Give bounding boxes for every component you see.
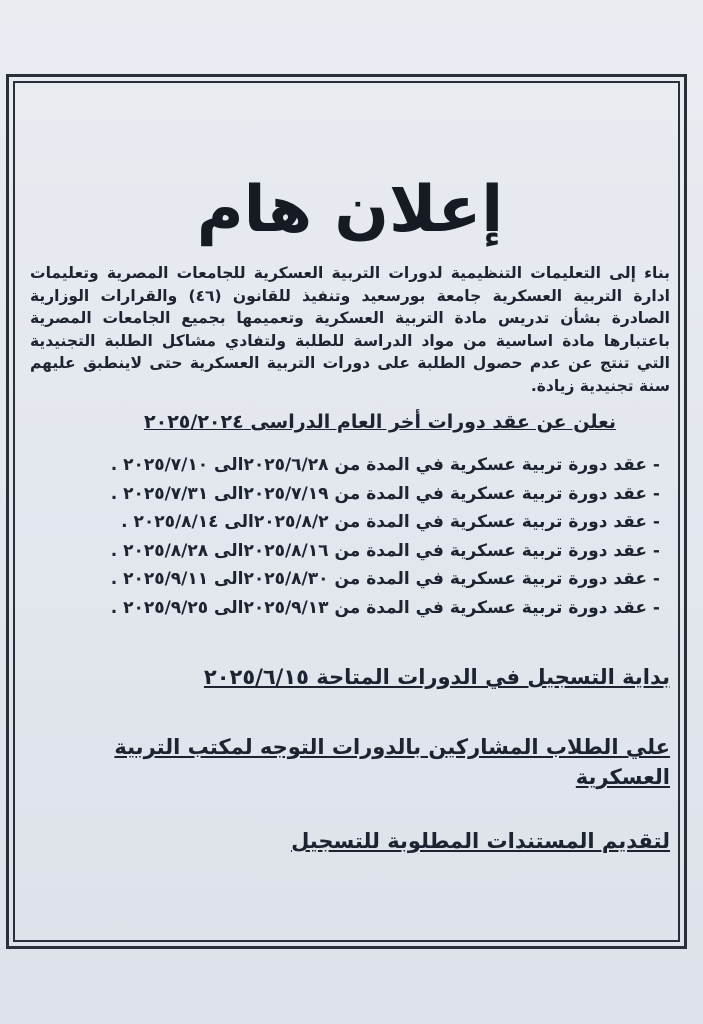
course-item: - عقد دورة تربية عسكرية في المدة من ٢٠٢٥/٩/١٣الى ٢٠٢٥/٩/٢٥ . bbox=[110, 597, 660, 618]
course-list bbox=[30, 451, 670, 622]
course-item: - عقد دورة تربية عسكرية في المدة من ٢٠٢٥/٧/١٩الى ٢٠٢٥/٧/٣١ . bbox=[110, 483, 660, 504]
notice-title: إعلان هام bbox=[196, 173, 504, 247]
course-item: - عقد دورة تربية عسكرية في المدة من ٢٠٢٥/٨/٢الى ٢٠٢٥/٨/١٤ . bbox=[121, 512, 660, 532]
registration-start: بداية التسجيل في الدورات المتاحة ٢٠٢٥/٦/١٥ bbox=[203, 665, 670, 689]
course-item: - عقد دورة تربية عسكرية في المدة من ٢٠٢٥/٦/٢٨الى ٢٠٢٥/٧/١٠ . bbox=[110, 455, 660, 475]
instruction-line-1: علي الطلاب المشاركين بالدورات التوجه لمكتب التربية العسكرية bbox=[114, 735, 670, 789]
course-item: - عقد دورة تربية عسكرية في المدة من ٢٠٢٥/٨/١٦الى ٢٠٢٥/٨/٢٨ . bbox=[110, 540, 660, 561]
instruction-line-2: لتقديم المستندات المطلوبة للتسجيل bbox=[291, 829, 670, 853]
announcement-heading: نعلن عن عقد دورات أخر العام الدراسى ٢٠٢٥/٢٠٢٤ bbox=[144, 411, 616, 433]
course-item: - عقد دورة تربية عسكرية في المدة من ٢٠٢٥/٨/٣٠الى ٢٠٢٥/٩/١١ . bbox=[110, 569, 660, 589]
intro-paragraph: بناء إلى التعليمات التنظيمية لدورات التربية العسكرية للجامعات المصرية وتعليمات ادارة التربية العسكرية جامعة بورسعيد وتنفيذ للقانون (٤٦) والقرارات الوزارية الصادرة بشأن تدريس مادة التربية العسكرية وتعميمها بجميع الجامعات المصرية باعتبارها مادة اساسية من مواد الدراسة للطلبة ولتفادي مشاكل الطلبة التجنيدية التي تنتج عن عدم حصول الطلبة على دورات التربية العسكرية حتى لاينطبق عليهم سنة تجنيدية زيادة. bbox=[30, 264, 670, 395]
notice-content bbox=[30, 170, 670, 856]
